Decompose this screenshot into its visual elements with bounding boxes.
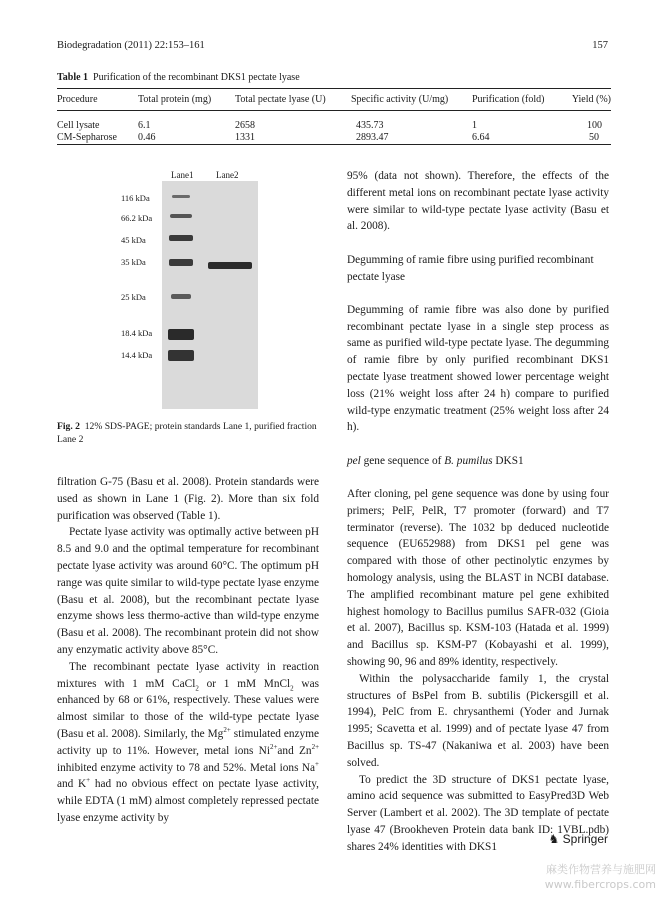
running-header-journal: Biodegradation (2011) 22:153–161 (57, 40, 205, 51)
table-header-cell: Total protein (mg) (138, 94, 212, 105)
section-heading: pel gene sequence of B. pumilus DKS1 (347, 455, 524, 468)
mw-marker-label: 14.4 kDa (121, 350, 153, 360)
paragraph: Within the polysaccharide family 1, the crystal structures of BsPel from B. subtilis (Pickersgill et al. 1994), PelC from E. chrysanthemi (Yoder and Jurnak 1995; Scavetta et al. 1999) and of pectate lyase 47 from Bacillus sp. TS-47 (Nakaniwa et al. 2003) have been solved. (347, 672, 609, 769)
table-header-cell: Yield (%) (571, 94, 611, 105)
table-title (57, 72, 300, 83)
mw-marker-label: 35 kDa (121, 257, 146, 267)
paragraph: filtration G-75 (Basu et al. 2008). Protein standards were used as shown in Lane 1 (Fig. 2). More than six fold purification was observed (Table 1). (57, 476, 319, 522)
table-header-cell: Specific activity (U/mg) (351, 94, 449, 105)
lane-label: Lane2 (216, 170, 239, 180)
figure-caption (57, 421, 319, 446)
table-cell: 50 (589, 132, 599, 143)
table-cell: 1 (472, 120, 477, 131)
table-caption: Purification of the recombinant DKS1 pectate lyase (93, 72, 300, 83)
right-column (347, 168, 609, 855)
table-cell: 2658 (235, 120, 255, 131)
paragraph: 95% (data not shown). Therefore, the effects of the different metal ions on recombinant pectate lyase activity were similar to wild-type pectate lyase activity (Basu et al. 2008). (347, 170, 609, 233)
gel-band (168, 329, 194, 340)
section-heading: Degumming of ramie fibre using purified recombinant pectate lyase (347, 254, 594, 283)
paragraph-metal-ions: The recombinant pectate lyase activity in reaction mixtures with 1 mM CaCl$_2$ or 1 mM MnCl$_2$ was enhanced by 68 or 61%, respectively. These values were almost similar to those of the wild-type pectate lyase (Basu et al. 2008). Similarly, the $Mg^{2+}$ stimulated enzyme activity up to 11%. However, metal ions $Ni^{2+}and$ $Zn^{2+}$ inhibited enzyme activity to 78 and 52%. Metal ions Na+ and K+ had no obvious effect on pectate lyase activity, while EDTA (1 mM) almost completely repressed pectate lyase enzyme activity by (57, 660, 320, 824)
gel-band-purified (208, 262, 252, 269)
table-row (57, 131, 611, 143)
publisher-logo: ♞ Springer (548, 832, 608, 846)
mw-marker-label: 116 kDa (121, 193, 150, 203)
table-header-cell: Procedure (57, 94, 98, 105)
gel-band (171, 294, 191, 299)
sds-page-gel-image (162, 181, 258, 409)
gel-band (169, 235, 193, 241)
mw-marker-label: 45 kDa (121, 235, 146, 245)
table-cell: 1331 (235, 132, 255, 143)
watermark-url: www.fibercrops.com (544, 878, 656, 891)
table-cell: Cell lysate (57, 120, 100, 131)
table-cell: 2893.47 (356, 132, 389, 143)
gel-band (170, 214, 192, 218)
table-top-rule (57, 88, 611, 89)
mw-marker-label: 25 kDa (121, 292, 146, 302)
table-row (57, 111, 611, 132)
table-bottom-rule (57, 144, 611, 145)
watermark-chinese: 麻类作物营养与施肥网 (546, 863, 656, 876)
table-cell: 6.1 (138, 120, 151, 131)
table-header-cell: Purification (fold) (472, 94, 545, 105)
table-cell: 0.46 (138, 132, 156, 143)
table-label: Table 1 (57, 72, 89, 83)
paragraph: Degumming of ramie fibre was also done by purified recombinant pectate lyase in a single step process as same as purified wild-type pectate lyase. The degumming of ramie fibre by only purified recombinant DKS1 pectate lyase treatment showed lower percentage weight loss (21% weight loss after 24 h) compare to purified wild-type enzymatic treatment (25% weight loss after 24 h). (347, 303, 609, 434)
table-cell: CM-Sepharose (57, 132, 117, 143)
mw-marker-label: 66.2 kDa (121, 213, 153, 223)
page-number: 157 (592, 40, 608, 51)
springer-horse-icon: ♞ (548, 832, 560, 846)
paragraph: Pectate lyase activity was optimally active between pH 8.5 and 9.0 and the optimal temperature for recombinant pectate lyase activity was around 60°C. The optimum pH range was quite similar to wild-type pectate lyase enzyme (Basu et al. 2008), but the recombinant pectate lyase enzyme shows less thermo-active than wild-type enzyme (Basu et al. 2008). The recombinant protein did not show any enzymatic activity above 85°C. (57, 526, 319, 656)
table-cell: 6.64 (472, 132, 490, 143)
gel-band (168, 350, 194, 361)
table-header-cell: Total pectate lyase (U) (235, 94, 326, 105)
table-header-row (57, 90, 611, 111)
gel-band (172, 195, 190, 198)
left-column (57, 474, 319, 827)
purification-table (57, 90, 611, 143)
table-cell: 435.73 (356, 120, 384, 131)
lane-label: Lane1 (171, 170, 194, 180)
table-cell: 100 (587, 120, 602, 131)
figure-caption-text: 12% SDS-PAGE; protein standards Lane 1, purified fraction Lane 2 (57, 421, 317, 445)
gel-band (169, 259, 193, 266)
paragraph: After cloning, pel gene sequence was done by using four primers; PelF, PelR, T7 promoter (forward) and T7 terminator (reverse). The 1032 bp deduced nucleotide sequence (EU652988) from DKS1 pel gene was compared with those of other pectinolytic enzymes by homology analysis, using the BLAST in NCBI database. The amplified recombinant mature pel gene exhibited highest homology to Bacillus pumilus SAFR-032 (Gioia et al. 2007), Bacillus sp. KSM-103 (Hatada et al. 1999) and Bacillus sp. KSM-P7 (Kobayashi et al. 1999), showing 90, 96 and 89% identity, respectively. (347, 487, 609, 668)
mw-marker-label: 18.4 kDa (121, 328, 153, 338)
figure-label: Fig. 2 (57, 421, 80, 432)
paragraph: To predict the 3D structure of DKS1 pectate lyase, amino acid sequence was submitted to EasyPred3D Web Server (Lambert et al. 2002). The 3D template of pectate lyase 47 (Brookheven Protein data bank ID: 1VBL.pdb) shares 24% identities with DKS1 (347, 773, 609, 853)
